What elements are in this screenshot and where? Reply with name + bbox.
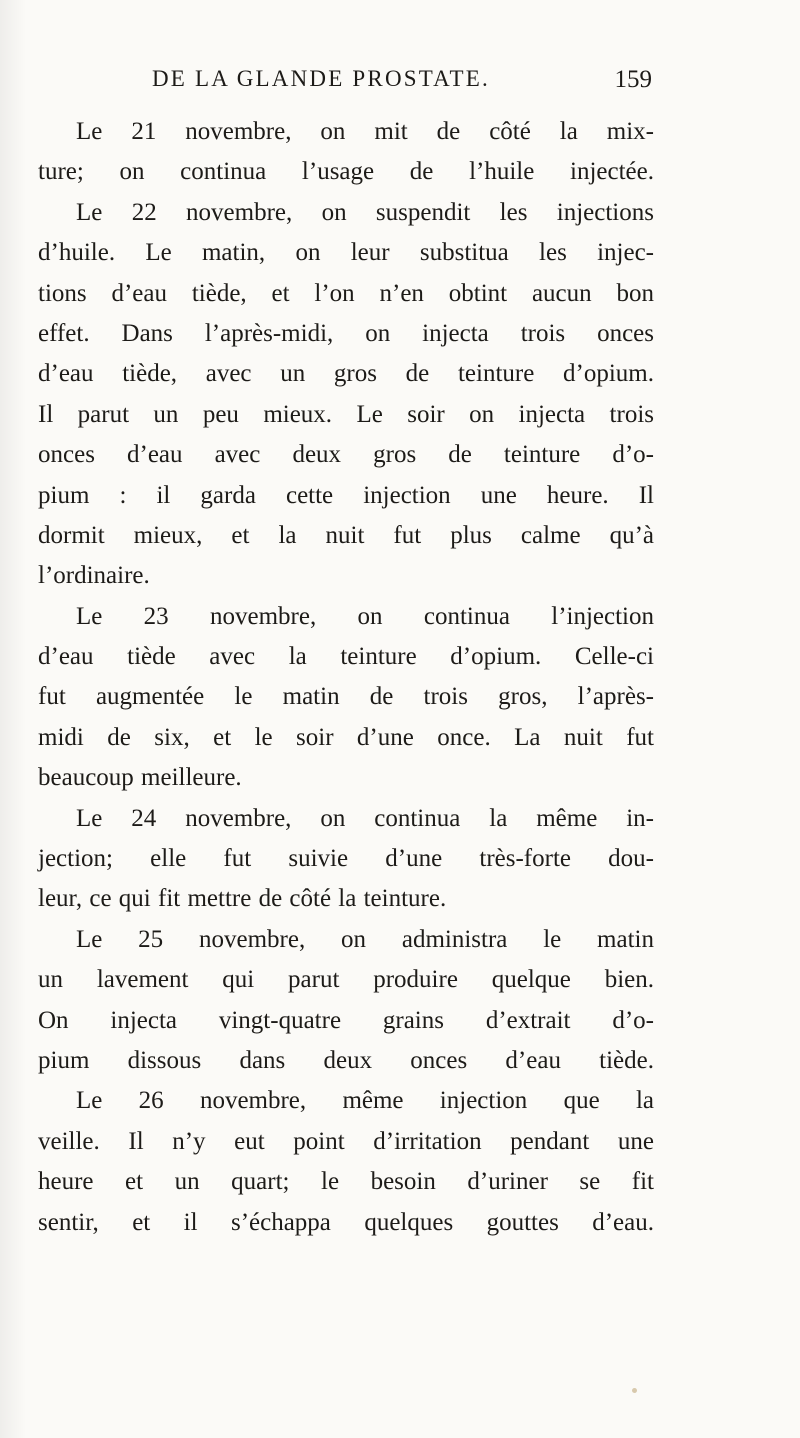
- text-line: Le 21 novembre, on mit de côté la mix-: [76, 118, 654, 145]
- text-line: Le 22 novembre, on suspendit les injections: [76, 198, 654, 226]
- text-line: Le 23 novembre, on continua l’injection: [76, 602, 654, 630]
- text-line: jection; elle fut suivie d’une très-forte dou-: [38, 845, 654, 873]
- text-line: onces d’eau avec deux gros de teinture d’o-: [38, 441, 654, 469]
- text-line: d’eau tiède avec la teinture d’opium. Celle-ci: [38, 643, 654, 671]
- text-line: pium : il garda cette injection une heure. Il: [38, 481, 654, 509]
- body-text: [38, 112, 654, 1243]
- text-line: leur, ce qui fit mettre de côté la teinture.: [38, 885, 447, 913]
- text-line: fut augmentée le matin de trois gros, l’après-: [38, 683, 654, 711]
- text-line: pium dissous dans deux onces d’eau tiède.: [38, 1046, 654, 1074]
- text-line: d’eau tiède, avec un gros de teinture d’opium.: [38, 360, 654, 388]
- text-line: beaucoup meilleure.: [38, 764, 242, 792]
- text-line: veille. Il n’y eut point d’irritation pendant une: [38, 1127, 654, 1155]
- text-line: dormit mieux, et la nuit fut plus calme qu’à: [38, 521, 654, 549]
- text-line: On injecta vingt-quatre grains d’extrait d’o-: [38, 1006, 654, 1034]
- text-line: Il parut un peu mieux. Le soir on injecta trois: [38, 400, 654, 428]
- text-line: tions d’eau tiède, et l’on n’en obtint aucun bon: [38, 279, 654, 307]
- text-line: l’ordinaire.: [38, 562, 150, 590]
- text-line: Le 25 novembre, on administra le matin: [76, 925, 654, 953]
- page-number: 159: [614, 66, 652, 93]
- text-line: heure et un quart; le besoin d’uriner se fit: [38, 1168, 654, 1196]
- text-line: Le 26 novembre, même injection que la: [76, 1087, 654, 1115]
- text-line: d’huile. Le matin, on leur substitua les injec-: [38, 239, 654, 267]
- page-gutter-shadow: [0, 0, 26, 1438]
- text-line: effet. Dans l’après-midi, on injecta trois onces: [38, 319, 654, 347]
- text-line: ture; on continua l’usage de l’huile injectée.: [38, 158, 654, 186]
- paper-speck: [632, 1388, 637, 1393]
- text-line: midi de six, et le soir d’une once. La nuit fut: [38, 723, 654, 751]
- text-line: sentir, et il s’échappa quelques gouttes d’eau.: [38, 1208, 654, 1236]
- running-title: DE LA GLANDE PROSTATE.: [152, 66, 490, 91]
- running-head: [152, 66, 652, 100]
- text-line: un lavement qui parut produire quelque bien.: [38, 966, 654, 994]
- text-line: Le 24 novembre, on continua la même in-: [76, 804, 654, 832]
